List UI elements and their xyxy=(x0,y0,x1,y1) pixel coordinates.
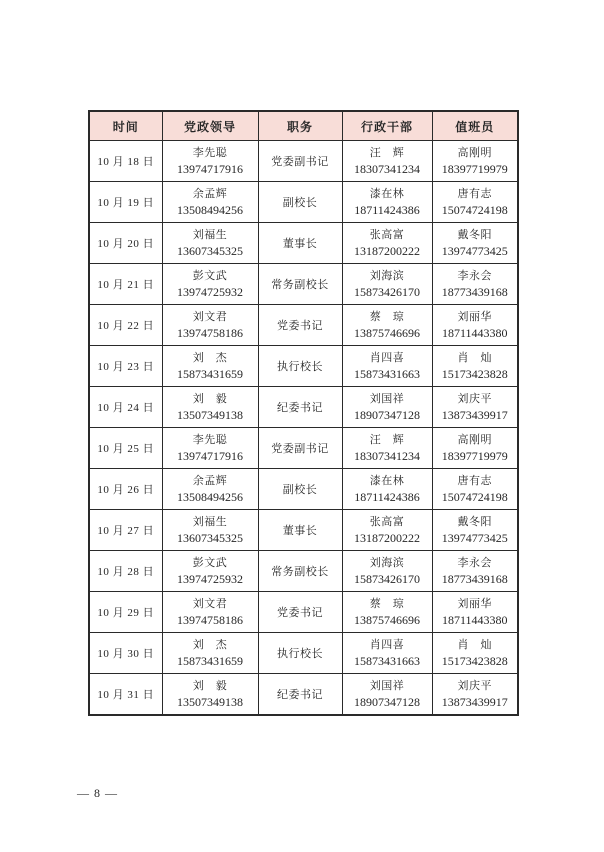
leader-phone: 15873431659 xyxy=(177,367,243,381)
leader-cell xyxy=(162,387,258,428)
table-row xyxy=(89,223,518,264)
duty-name: 唐有志 xyxy=(457,188,492,200)
leader-cell xyxy=(162,633,258,674)
date-cell: 10 月 28 日 xyxy=(89,551,162,592)
leader-cell xyxy=(162,182,258,223)
cadre-phone: 15873426170 xyxy=(354,285,420,299)
cadre-name: 张高富 xyxy=(369,516,405,528)
duty-name: 肖 灿 xyxy=(457,352,492,364)
date-cell: 10 月 23 日 xyxy=(89,346,162,387)
cadre-phone: 18907347128 xyxy=(354,408,420,422)
cadre-phone: 13187200222 xyxy=(354,244,420,258)
duty-name: 高刚明 xyxy=(457,147,492,159)
page-number: — 8 — xyxy=(77,786,118,800)
duty-name: 唐有志 xyxy=(457,475,492,487)
cadre-name: 漆在林 xyxy=(369,475,405,487)
duty-cell xyxy=(432,674,518,716)
cadre-name: 漆在林 xyxy=(369,188,405,200)
cadre-name: 蔡 琼 xyxy=(369,311,405,323)
leader-name: 刘文君 xyxy=(192,598,228,610)
cadre-name: 刘国祥 xyxy=(369,393,405,405)
leader-phone: 13974758186 xyxy=(177,326,243,340)
duty-cell xyxy=(432,510,518,551)
leader-name: 李先聪 xyxy=(192,147,228,159)
duty-phone: 18397719979 xyxy=(441,449,508,463)
date-cell: 10 月 25 日 xyxy=(89,428,162,469)
cadre-name: 肖四喜 xyxy=(369,639,405,651)
cadre-cell xyxy=(342,223,432,264)
leader-phone: 13508494256 xyxy=(177,490,243,504)
leader-cell xyxy=(162,510,258,551)
table-row xyxy=(89,182,518,223)
duty-name: 刘庆平 xyxy=(457,393,492,405)
header-time: 时间 xyxy=(89,111,162,141)
duty-cell xyxy=(432,346,518,387)
position-cell: 副校长 xyxy=(258,182,342,223)
duty-cell xyxy=(432,428,518,469)
cadre-phone: 15873431663 xyxy=(354,654,420,668)
duty-name: 刘丽华 xyxy=(457,598,492,610)
table-row xyxy=(89,469,518,510)
duty-cell xyxy=(432,182,518,223)
leader-phone: 13507349138 xyxy=(177,695,243,709)
leader-name: 余孟辉 xyxy=(192,188,228,200)
cadre-name: 刘海滨 xyxy=(369,270,405,282)
header-admin-cadre: 行政干部 xyxy=(342,111,432,141)
duty-phone: 18711443380 xyxy=(441,613,508,627)
leader-phone: 13974758186 xyxy=(177,613,243,627)
duty-cell xyxy=(432,551,518,592)
leader-phone: 13974717916 xyxy=(177,449,243,463)
position-cell: 执行校长 xyxy=(258,346,342,387)
leader-name: 刘福生 xyxy=(192,229,228,241)
cadre-name: 汪 辉 xyxy=(369,147,405,159)
cadre-cell xyxy=(342,551,432,592)
cadre-phone: 18307341234 xyxy=(354,162,420,176)
cadre-cell xyxy=(342,346,432,387)
cadre-phone: 15873426170 xyxy=(354,572,420,586)
leader-name: 李先聪 xyxy=(192,434,228,446)
leader-cell xyxy=(162,305,258,346)
position-cell: 纪委书记 xyxy=(258,674,342,716)
leader-name: 彭文武 xyxy=(192,557,228,569)
duty-phone: 13974773425 xyxy=(441,244,508,258)
cadre-phone: 18711424386 xyxy=(354,203,420,217)
cadre-name: 肖四喜 xyxy=(369,352,405,364)
header-row xyxy=(89,111,518,141)
leader-phone: 13607345325 xyxy=(177,244,243,258)
date-cell: 10 月 27 日 xyxy=(89,510,162,551)
leader-name: 余孟辉 xyxy=(192,475,228,487)
duty-phone: 13974773425 xyxy=(441,531,508,545)
duty-name: 李永会 xyxy=(457,270,492,282)
leader-name: 刘 杰 xyxy=(192,352,228,364)
duty-name: 戴冬阳 xyxy=(457,229,492,241)
table-row xyxy=(89,141,518,182)
duty-phone: 18773439168 xyxy=(441,572,508,586)
leader-name: 刘 杰 xyxy=(192,639,228,651)
duty-name: 刘丽华 xyxy=(457,311,492,323)
table-row xyxy=(89,592,518,633)
leader-cell xyxy=(162,141,258,182)
position-cell: 董事长 xyxy=(258,223,342,264)
duty-cell xyxy=(432,633,518,674)
date-cell: 10 月 19 日 xyxy=(89,182,162,223)
leader-phone: 13974725932 xyxy=(177,572,243,586)
leader-phone: 13507349138 xyxy=(177,408,243,422)
duty-cell xyxy=(432,305,518,346)
cadre-phone: 18711424386 xyxy=(354,490,420,504)
table-row xyxy=(89,264,518,305)
duty-cell xyxy=(432,264,518,305)
cadre-name: 汪 辉 xyxy=(369,434,405,446)
position-cell: 副校长 xyxy=(258,469,342,510)
leader-name: 刘福生 xyxy=(192,516,228,528)
cadre-name: 蔡 琼 xyxy=(369,598,405,610)
cadre-cell xyxy=(342,182,432,223)
date-cell: 10 月 21 日 xyxy=(89,264,162,305)
leader-cell xyxy=(162,674,258,716)
duty-phone: 18397719979 xyxy=(441,162,508,176)
duty-cell xyxy=(432,141,518,182)
cadre-phone: 18307341234 xyxy=(354,449,420,463)
position-cell: 党委副书记 xyxy=(258,141,342,182)
duty-phone: 18773439168 xyxy=(441,285,508,299)
cadre-phone: 13875746696 xyxy=(354,613,420,627)
duty-phone: 15074724198 xyxy=(441,203,508,217)
duty-roster-table xyxy=(88,110,519,716)
date-cell: 10 月 29 日 xyxy=(89,592,162,633)
cadre-name: 张高富 xyxy=(369,229,405,241)
position-cell: 执行校长 xyxy=(258,633,342,674)
duty-name: 李永会 xyxy=(457,557,492,569)
leader-cell xyxy=(162,264,258,305)
cadre-cell xyxy=(342,633,432,674)
cadre-cell xyxy=(342,141,432,182)
duty-cell xyxy=(432,223,518,264)
duty-phone: 18711443380 xyxy=(441,326,508,340)
position-cell: 常务副校长 xyxy=(258,551,342,592)
date-cell: 10 月 24 日 xyxy=(89,387,162,428)
position-cell: 党委副书记 xyxy=(258,428,342,469)
duty-cell xyxy=(432,387,518,428)
leader-name: 刘 毅 xyxy=(192,680,228,692)
table-row xyxy=(89,346,518,387)
position-cell: 董事长 xyxy=(258,510,342,551)
duty-name: 肖 灿 xyxy=(457,639,492,651)
cadre-phone: 13187200222 xyxy=(354,531,420,545)
table-row xyxy=(89,551,518,592)
date-cell: 10 月 18 日 xyxy=(89,141,162,182)
duty-cell xyxy=(432,592,518,633)
date-cell: 10 月 31 日 xyxy=(89,674,162,716)
leader-name: 刘文君 xyxy=(192,311,228,323)
duty-phone: 13873439917 xyxy=(441,695,508,709)
cadre-cell xyxy=(342,387,432,428)
cadre-phone: 18907347128 xyxy=(354,695,420,709)
duty-name: 戴冬阳 xyxy=(457,516,492,528)
leader-phone: 13974717916 xyxy=(177,162,243,176)
header-party-leader: 党政领导 xyxy=(162,111,258,141)
leader-cell xyxy=(162,592,258,633)
leader-phone: 13607345325 xyxy=(177,531,243,545)
leader-cell xyxy=(162,223,258,264)
cadre-cell xyxy=(342,592,432,633)
table-row xyxy=(89,305,518,346)
table-row xyxy=(89,633,518,674)
date-cell: 10 月 20 日 xyxy=(89,223,162,264)
position-cell: 党委书记 xyxy=(258,305,342,346)
duty-name: 高刚明 xyxy=(457,434,492,446)
cadre-cell xyxy=(342,264,432,305)
table-row xyxy=(89,510,518,551)
cadre-phone: 15873431663 xyxy=(354,367,420,381)
header-position: 职务 xyxy=(258,111,342,141)
cadre-name: 刘海滨 xyxy=(369,557,405,569)
header-duty-officer: 值班员 xyxy=(432,111,518,141)
leader-cell xyxy=(162,346,258,387)
leader-cell xyxy=(162,428,258,469)
duty-name: 刘庆平 xyxy=(457,680,492,692)
leader-cell xyxy=(162,469,258,510)
duty-phone: 15173423828 xyxy=(441,367,508,381)
table-body xyxy=(89,141,518,716)
table-row xyxy=(89,428,518,469)
date-cell: 10 月 30 日 xyxy=(89,633,162,674)
cadre-cell xyxy=(342,469,432,510)
date-cell: 10 月 26 日 xyxy=(89,469,162,510)
date-cell: 10 月 22 日 xyxy=(89,305,162,346)
position-cell: 纪委书记 xyxy=(258,387,342,428)
duty-phone: 15074724198 xyxy=(441,490,508,504)
leader-phone: 13974725932 xyxy=(177,285,243,299)
cadre-name: 刘国祥 xyxy=(369,680,405,692)
table-row xyxy=(89,674,518,716)
duty-phone: 13873439917 xyxy=(441,408,508,422)
leader-phone: 13508494256 xyxy=(177,203,243,217)
cadre-cell xyxy=(342,674,432,716)
leader-cell xyxy=(162,551,258,592)
leader-phone: 15873431659 xyxy=(177,654,243,668)
cadre-phone: 13875746696 xyxy=(354,326,420,340)
duty-phone: 15173423828 xyxy=(441,654,508,668)
cadre-cell xyxy=(342,428,432,469)
position-cell: 常务副校长 xyxy=(258,264,342,305)
duty-cell xyxy=(432,469,518,510)
cadre-cell xyxy=(342,305,432,346)
leader-name: 彭文武 xyxy=(192,270,228,282)
leader-name: 刘 毅 xyxy=(192,393,228,405)
cadre-cell xyxy=(342,510,432,551)
table-row xyxy=(89,387,518,428)
position-cell: 党委书记 xyxy=(258,592,342,633)
